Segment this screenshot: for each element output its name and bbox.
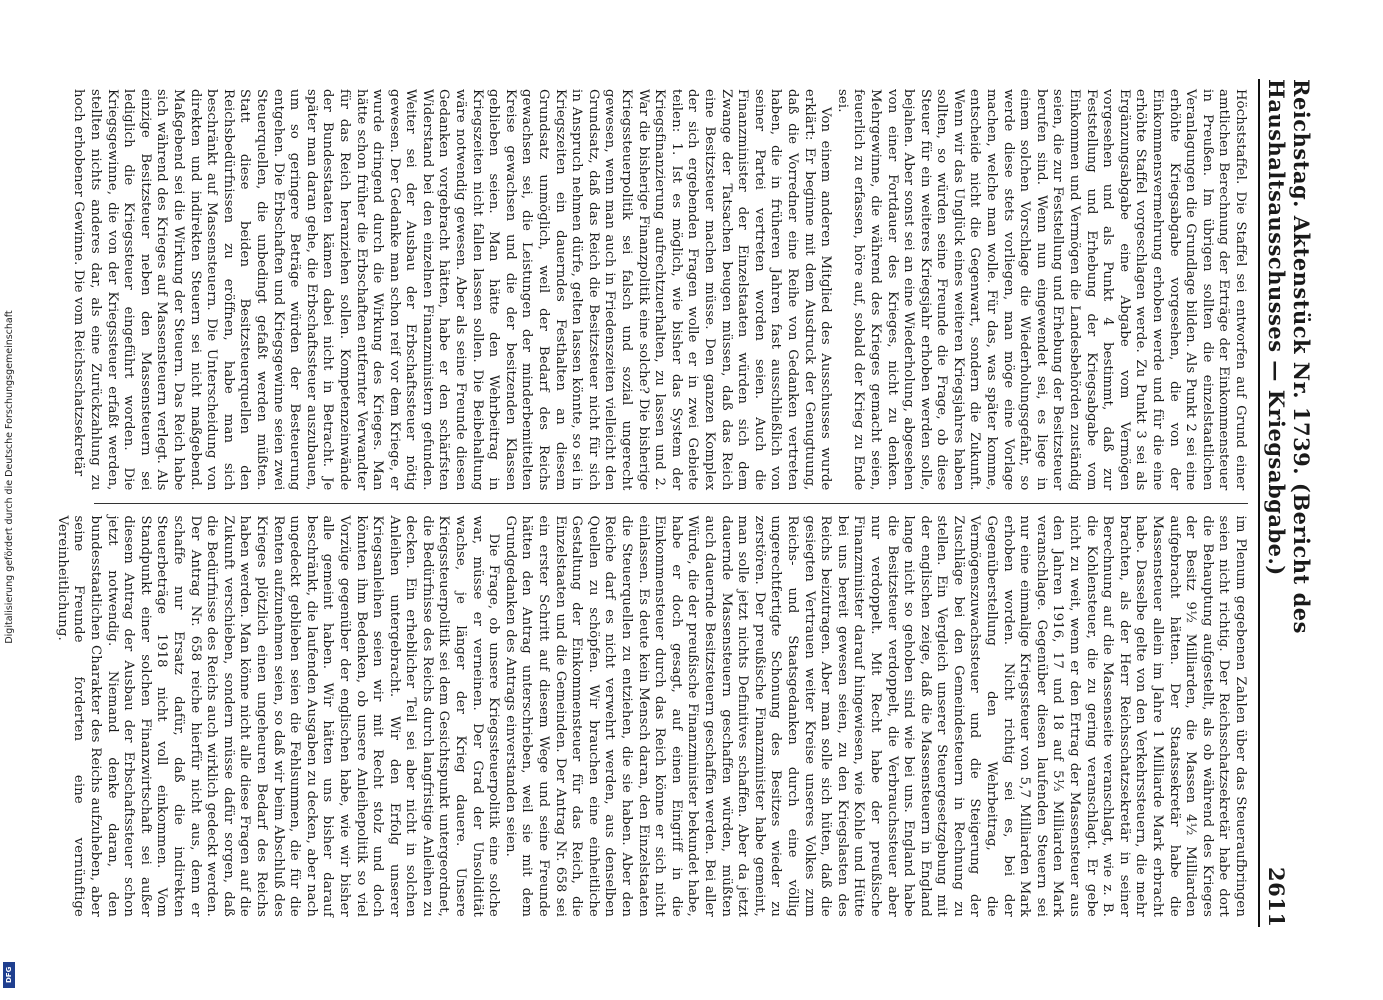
paragraph: Von einem anderen Mitglied des Ausschusses wurde erklärt: Er beginne mit dem Ausdruck der Genugtuung, daß die Vorredner eine Reihe von Gedanken vertreten haben, die in früheren Jahren fast ausschließlich von seiner Partei vertreten worden seien. Auch die Finanzminister der Einzelstaaten würden sich dem Zwange der Tatsachen beugen müssen, daß das Reich eine Besitzsteuer machen müsse. Den ganzen Komplex der sich ergebenden Fragen wolle er in zwei Gebiete teilen: 1. Ist es möglich, wie bisher das System der Kriegsfinanzierung aufrechtzuerhalten, zu lassen und 2. War die bisherige Finanzpolitik eine solche? Die bisherige Kriegssteuerpolitik sei falsch und sozial ungerecht gewesen, wenn man auch in Friedenszeiten vielleicht den Grundsatz, daß das Reich die Besitzsteuer nicht für sich in Anspruch nehmen dürfe, gelten lassen könnte, so sei in Kriegszeiten ein dauerndes Festhalten an diesem Grundsatz unmöglich, weil der Bedarf des Reichs gewachsen sei, die Leistungen der minderbemittelten Kreise gewachsen und die der besitzenden Klassen geblieben seien. Man hätte den Wehrbeitrag in Kriegszeiten nicht fallen lassen sollen. Die Beibehaltung wäre notwendig gewesen. Aber als seine Freunde diesen Gedanken vorgebracht hätten, habe er den schärfsten Widerstand bei den einzelnen Finanzministern gefunden. Weiter sei der Ausbau der Erbschaftssteuer nötig gewesen. Der Gedanke man schon reif vor dem Kriege, er wurde dringend durch die Wirkung des Krieges. Man hätte schon früher die Erbschaften entfernter Verwandter für das Reich heranziehen sollen. Kompetenzeinwände der Bundesstaaten kämen dabei nicht in Betracht. Je später man daran gehe, die Erbschaftssteuer auszubauen, um so geringere Beträge würden der Besteuerung entgehen. Die Erbschaften und Kriegsgewinne seien zwei Steuerquellen, die unbedingt gefaßt werden müßten. Statt diese beiden Besitzsteuerquellen den Reichsbedürfnissen zu eröffnen, habe man sich beschränkt auf Massensteuern. Die Unterscheidung von direkten und indirekten Steuern sei nicht maßgebend. Maßgebend sei die Wirkung der Steuern. Das Reich habe sich während des Krieges auf Massensteuern verlegt. Als einzige Besitzsteuer neben den Massensteuern sei lediglich die Kriegssteuer eingeführt worden. Die Kriegsgewinne, die von der Kriegssteuer erfaßt werden, stellten nichts anderes dar, als eine Zurückzahlung zu hoch erhobener Gewinne. Die vom Reichsschatzsekretär xyxy=(71,89,834,491)
paragraph: im Plenum gegebenen Zahlen über das Steueraufbringen seien nicht richtig. Der Reichsschatzsekretär habe dort die Behauptung aufgestellt, als ob während des Krieges der Besitz 9½ Milliarden, die Massen 4½ Milliarden aufgebracht hätten. Der Staatssekretär habe die Massensteuer allein im Jahre 1 Milliarde Mark erbracht habe. Dasselbe gelte von den Verkehrssteuern, die mehr brachten, als der Herr Reichsschatzsekretär in seiner Berechnung auf die Massenseite veranschlagt, wie z. B. die Kohlensteuer, die zu gering veranschlagt. Er gebe nicht zu weit, wenn er den Ertrag der Massensteuer aus den Jahren 1916, 17 und 18 auf 5⅓ Milliarden Mark veranschlage. Gegenüber diesen laufenden Steuern sei nur eine einmalige Kriegssteuer von 5,7 Milliarden Mark erhoben worden. Nicht richtig sei es, bei der Gegenüberstellung den Wehrbeitrag, die Vermögenszuwachssteuer und die Steigerung der Zuschläge bei den Gemeindesteuern in Rechnung zu stellen. Ein Vergleich unserer Steuergesetzgebung mit der englischen zeige, daß die Massensteuern in England lange nicht so gehoben sind wie bei uns. England habe die Besitzsteuer verdoppelt, die Verbrauchssteuer aber nur verdoppelt. Mit Recht habe der preußische Finanzminister darauf hingewiesen, wie Kohle und Hütte bei uns bereit gewesen seien, zu den Kriegslasten des Reichs beizutragen. Aber man solle sich hüten, daß die gesiegten Vertrauen weiter Kreise unseres Volkes zum Reichs- und Staatsgedanken durch eine völlig ungerechtfertigte Schonung des Besitzes wieder zu zerstören. Der preußische Finanzminister habe gemeint, man solle jetzt nichts Definitives schaffen. Aber da jetzt dauernde Massensteuern geschaffen würden, müßten auch dauernde Besitzsteuern geschaffen werden. Bei aller Würde, die der preußische Finanzminister bekundet habe, habe er doch gesagt, auf einen Eingriff in die Einkommensteuer durch das Reich könne er sich nicht einlassen. Es deute kein Mensch daran, den Einzelstaaten die Steuerquellen zu entziehen, die sie haben. Aber den Reiche darf es nicht verwehrt werden, aus denselben Quellen zu schöpfen. Wir brauchen eine einheitliche Gestaltung der Einkommensteuer für das Reich, die Einzelstaaten und die Gemeinden. Der Antrag Nr. 658 sei ein erster Schritt auf diesem Wege und seine Freunde hätten den Antrag unterschrieben, weil sie mit dem Grundgedanken des Antrags einverstanden seien. xyxy=(502,515,1248,917)
running-head xyxy=(1264,79,1314,928)
dfg-logo-icon: DFG xyxy=(3,962,15,988)
paragraph: Höchststaffel. Die Staffel sei entworfen auf Grund einer amtlichen Berechnung der Erträge der Einkommensteuer in Preußen. Im übrigen sollten die einzelstaatlichen Veranlagungen die Grundlage bilden. Als Punkt 2 sei eine erhöhte Kriegsabgabe vorgesehen, die von der Einkommensvermehrung erhoben werde und für die eine erhöhte Staffel vorgeschlagen werde. Zu Punkt 3 sei als Ergänzungsabgabe eine Abgabe vom Vermögen vorgesehen und als Punkt 4 bestimmt, daß zur Feststellung und Erhebung der Kriegsabgabe vom Einkommen und Vermögen die Landesbehörden zuständig seien, die zur Feststellung und Erhebung der Besitzsteuer berufen sind. Wenn nun eingewendet sei, es liege in einem solchen Vorschlage die Wiederholungsgefahr, so werde diese stets vorliegen, man möge eine Vorlage machen, welche man wolle. Für das, was später komme, entscheide nicht die Gegenwart, sondern die Zukunft. Wenn wir das Unglück eines weiteren Kriegsjahres haben sollten, so würden seine Freunde die Frage, ob diese Steuer für ein weiteres Kriegsjahr erhoben werden solle, bejahen. Aber sonst sei an eine Wiederholung, abgesehen von einer Fortdauer des Krieges, nicht zu denken. Mehrgewinne, die während des Krieges gemacht seien, feuerlich zu erfassen, höre auf, sobald der Krieg zu Ende sei. xyxy=(834,89,1248,491)
page-content xyxy=(54,65,1318,941)
digitization-credit: Digitalisierung gefördert durch die Deutsche Forschungsgemeinschaft xyxy=(4,310,15,644)
column-divider xyxy=(94,503,1248,504)
paragraph: Die Frage, ob unsere Kriegssteuerpolitik eine solche war, müsse er verneinen. Der Grad der Unsolidität wachse, je länger der Krieg dauere. Unsere Kriegssteuerpolitik sei dem Gesichtspunkt untergeordnet, die Bedürfnisse des Reichs durch langfristige Anleihen zu decken. Ein erheblicher Teil sei aber nicht in solchen Anleihen untergebracht. Wir den Erfolg unserer Kriegsanleihen seien wir mit Recht stolz und doch könnten ihm Bedenken, ob unsere Anleihepolitik so viel Vorzüge gegenüber der englischen habe, wie wir bisher alle gemeint haben. Wir hätten uns bisher darauf beschränkt, die laufenden Ausgaben zu decken, aber nach ungedeckt geblieben seien die Fehlsummen, die für die Renten aufzunehmen seien, so daß wir beim Abschluß des Krieges plötzlich einen ungeheuren Bedarf des Reichs haben werden. Man könne nicht alle diese Fragen auf die Zukunft verschieben, sondern müsse dafür sorgen, daß die Bedürfnisse des Reichs auch wirklich gedeckt werden. Der Antrag Nr. 658 reiche hierfür nicht aus, denn er schaffe nur Ersatz dafür, daß die indirekten Steuerbeträge 1918 nicht voll einkommen. Vom Standpunkt einer solchen Finanzwirtschaft sei außer diesem Antrag der Ausbau der Erbschaftssteuer schon jetzt notwendig. Niemand denke daran, den bundesstaatlichen Charakter des Reichs aufzuheben, aber seine Freunde forderten eine vernünftige Vereinheitlichung. xyxy=(54,515,502,917)
page-number: 2611 xyxy=(1264,867,1289,928)
column-right xyxy=(54,506,1248,928)
column-left xyxy=(71,79,1248,501)
header-rule xyxy=(1258,79,1260,927)
text-columns xyxy=(54,79,1248,927)
scanned-page xyxy=(54,65,1318,941)
running-head-title: Reichstag. Aktenstück Nr. 1739. (Bericht des Haushaltsausschusses — Kriegsabgabe.) xyxy=(1264,79,1314,634)
